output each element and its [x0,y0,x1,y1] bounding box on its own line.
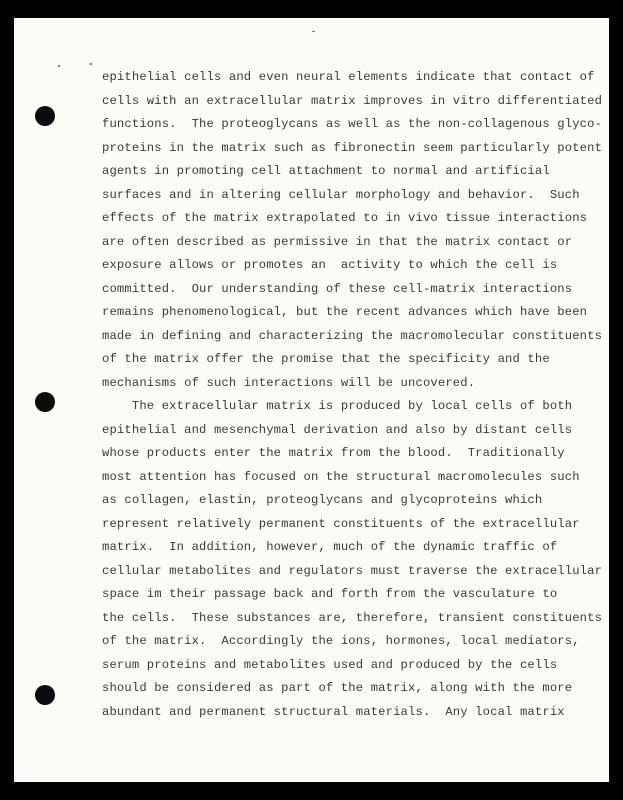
punch-hole-bottom-icon [35,685,55,705]
text-line: epithelial and mesenchymal derivation and also by distant cells [102,422,573,437]
paper-sheet [14,18,609,782]
text-line: whose products enter the matrix from the blood. Traditionally [102,446,565,460]
text-line: The extracellular matrix is produced by local cells of both [102,399,573,413]
speck-mark [312,31,315,32]
text-line: should be considered as part of the matrix, along with the more [102,681,573,695]
text-line: most attention has focused on the structural macromolecules such [102,469,580,484]
text-line: of the matrix. Accordingly the ions, hormones, local mediators, [102,634,580,648]
text-line: mechanisms of such interactions will be uncovered. [102,375,476,390]
speck-mark [90,63,92,65]
speck-mark [58,65,60,67]
text-line: are often described as permissive in that the matrix contact or [102,234,573,249]
text-line: surfaces and in altering cellular morphology and behavior. Such [102,187,580,202]
punch-hole-middle-icon [35,392,55,412]
punch-hole-top-icon [35,106,55,126]
text-line: remains phenomenological, but the recent advances which have been [102,305,588,319]
text-line: exposure allows or promotes an activity to which the cell is [102,258,558,272]
text-line: cells with an extracellular matrix improves in vitro differentiated [102,93,603,108]
text-line: committed. Our understanding of these cell-matrix interactions [102,281,573,296]
text-line: agents in promoting cell attachment to normal and artificial [102,164,550,178]
text-line: functions. The proteoglycans as well as the non-collagenous glyco- [102,117,603,131]
text-line: space im their passage back and forth from the vasculature to [102,587,558,601]
text-line: abundant and permanent structural materials. Any local matrix [102,704,565,719]
text-line: epithelial cells and even neural elements indicate that contact of [102,70,595,84]
text-line: made in defining and characterizing the macromolecular constituents [102,328,603,343]
typed-text-body [102,66,603,724]
text-line: cellular metabolites and regulators must traverse the extracellular [102,563,603,578]
text-line: the cells. These substances are, therefore, transient constituents [102,610,603,625]
text-line: proteins in the matrix such as fibronectin seem particularly potent [102,140,603,155]
text-line: matrix. In addition, however, much of the dynamic traffic of [102,540,558,554]
text-line: serum proteins and metabolites used and produced by the cells [102,657,558,672]
text-line: effects of the matrix extrapolated to in vivo tissue interactions [102,211,588,225]
text-line: of the matrix offer the promise that the specificity and the [102,352,550,366]
text-line: represent relatively permanent constituents of the extracellular [102,516,580,531]
text-line: as collagen, elastin, proteoglycans and glycoproteins which [102,493,543,507]
